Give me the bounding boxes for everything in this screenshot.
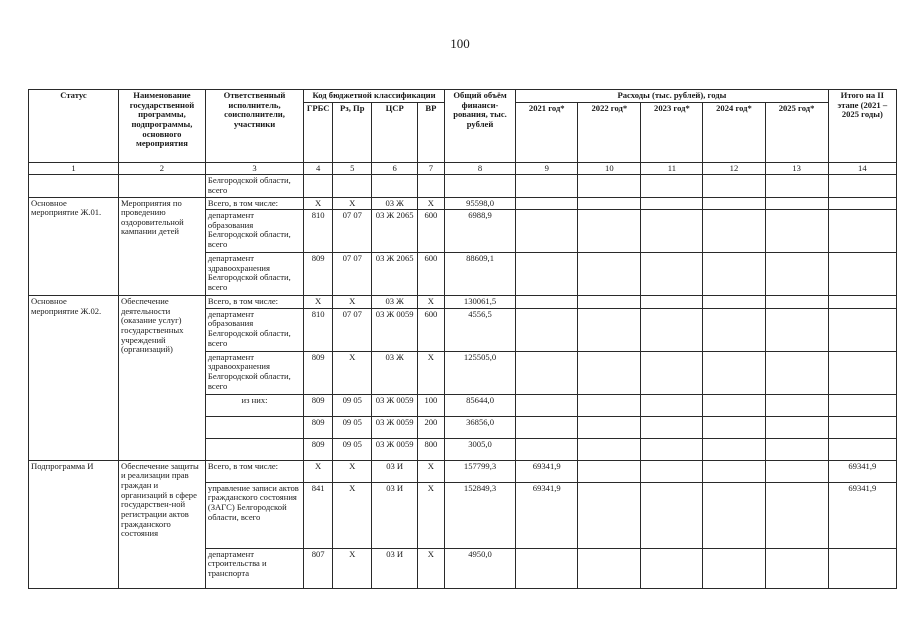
rzpr-cell: Х (333, 296, 372, 309)
csr-cell: 03 Ж (372, 296, 418, 309)
total-cell: 3005,0 (444, 438, 515, 460)
year-2021-cell: 69341,9 (516, 460, 578, 482)
col-number: 5 (333, 162, 372, 175)
status-cell: Основное мероприятие Ж.02. (29, 296, 119, 461)
name-cell: Обеспечение деятельности (оказание услуг) государственных учреждений (организаций) (119, 296, 206, 461)
grbs-cell: 809 (304, 416, 333, 438)
name-cell: Мероприятия по проведению оздоровительной кампании детей (119, 197, 206, 296)
grbs-cell: 809 (304, 394, 333, 416)
grbs-cell: 841 (304, 482, 333, 548)
executor-cell: Всего, в том числе: (205, 296, 303, 309)
csr-cell: 03 Ж 2065 (372, 210, 418, 253)
grbs-cell: 809 (304, 438, 333, 460)
col-number: 10 (578, 162, 641, 175)
header-itogo: Итого на II этапе (2021 – 2025 годы) (828, 90, 896, 163)
table-row (29, 197, 897, 210)
grbs-cell: 807 (304, 548, 333, 588)
rzpr-cell: 07 07 (333, 253, 372, 296)
csr-cell: 03 Ж (372, 197, 418, 210)
executor-cell: из них: (205, 394, 303, 416)
col-number: 6 (372, 162, 418, 175)
total-cell: 4556,5 (444, 308, 515, 351)
vr-cell: Х (417, 482, 444, 548)
csr-cell: 03 Ж 2065 (372, 253, 418, 296)
grbs-cell: 809 (304, 253, 333, 296)
executor-cell: Всего, в том числе: (205, 460, 303, 482)
grbs-cell: 809 (304, 351, 333, 394)
executor-cell: департамент строительства и транспорта (205, 548, 303, 588)
executor-cell: департамент образования Белгородской области, всего (205, 210, 303, 253)
table-row (29, 460, 897, 482)
itogo-cell: 69341,9 (828, 482, 896, 548)
vr-cell: 100 (417, 394, 444, 416)
col-number: 7 (417, 162, 444, 175)
header-year-2022: 2022 год* (578, 102, 641, 162)
header-year-2021: 2021 год* (516, 102, 578, 162)
budget-table (28, 89, 897, 589)
total-cell: 125505,0 (444, 351, 515, 394)
vr-cell: Х (417, 351, 444, 394)
header-expenses: Расходы (тыс. рублей), годы (516, 90, 828, 103)
vr-cell: Х (417, 296, 444, 309)
year-2021-cell: 69341,9 (516, 482, 578, 548)
total-cell: 88609,1 (444, 253, 515, 296)
col-number: 12 (703, 162, 765, 175)
col-number: 2 (119, 162, 206, 175)
col-number: 9 (516, 162, 578, 175)
table-row (29, 296, 897, 309)
csr-cell: 03 Ж 0059 (372, 438, 418, 460)
vr-cell: Х (417, 197, 444, 210)
status-cell: Основное мероприятие Ж.01. (29, 197, 119, 296)
rzpr-cell: 07 07 (333, 210, 372, 253)
grbs-cell: 810 (304, 210, 333, 253)
total-cell: 157799,3 (444, 460, 515, 482)
col-number: 13 (765, 162, 828, 175)
executor-cell: департамент образования Белгородской области, всего (205, 308, 303, 351)
total-cell: 130061,5 (444, 296, 515, 309)
col-number: 3 (205, 162, 303, 175)
vr-cell: 800 (417, 438, 444, 460)
status-cell: Подпрограмма И (29, 460, 119, 588)
executor-cell: управление записи актов гражданского состояния (ЗАГС) Белгородской области, всего (205, 482, 303, 548)
header-year-2025: 2025 год* (765, 102, 828, 162)
table-row (29, 175, 897, 197)
total-cell: 4950,0 (444, 548, 515, 588)
total-cell: 95598,0 (444, 197, 515, 210)
vr-cell: 600 (417, 253, 444, 296)
header-budget-code: Код бюджетной классификации (304, 90, 445, 103)
grbs-cell: Х (304, 197, 333, 210)
total-cell: 85644,0 (444, 394, 515, 416)
rzpr-cell: Х (333, 460, 372, 482)
vr-cell: 200 (417, 416, 444, 438)
name-cell: Обеспечение защиты и реализации прав граждан и организаций в сфере государствен-ной регистрации актов гражданского состояния (119, 460, 206, 588)
executor-cell: департамент здравоохранения Белгородской области, всего (205, 351, 303, 394)
header-year-2023: 2023 год* (641, 102, 703, 162)
executor-cell: Белгородской области, всего (205, 175, 303, 197)
total-cell: 152849,3 (444, 482, 515, 548)
rzpr-cell: Х (333, 351, 372, 394)
rzpr-cell: Х (333, 548, 372, 588)
executor-cell: Всего, в том числе: (205, 197, 303, 210)
header-executor: Ответственный исполнитель, соисполнители, участники (205, 90, 303, 163)
vr-cell: 600 (417, 210, 444, 253)
column-number-row (29, 162, 897, 175)
header-grbs: ГРБС (304, 102, 333, 162)
col-number: 1 (29, 162, 119, 175)
total-cell: 36856,0 (444, 416, 515, 438)
executor-cell: департамент здравоохранения Белгородской области, всего (205, 253, 303, 296)
page-number: 100 (450, 36, 470, 51)
vr-cell: Х (417, 548, 444, 588)
header-total-volume: Общий объём финанси-рования, тыс. рублей (444, 90, 515, 163)
csr-cell: 03 Ж 0059 (372, 394, 418, 416)
rzpr-cell: 09 05 (333, 394, 372, 416)
col-number: 11 (641, 162, 703, 175)
header-csr: ЦСР (372, 102, 418, 162)
header-name: Наименование государственной программы, подпрограммы, основного мероприятия (119, 90, 206, 163)
csr-cell: 03 И (372, 460, 418, 482)
grbs-cell: Х (304, 296, 333, 309)
col-number: 8 (444, 162, 515, 175)
rzpr-cell: Х (333, 482, 372, 548)
grbs-cell: 810 (304, 308, 333, 351)
csr-cell: 03 Ж (372, 351, 418, 394)
csr-cell: 03 И (372, 482, 418, 548)
col-number: 4 (304, 162, 333, 175)
rzpr-cell: Х (333, 197, 372, 210)
vr-cell: 600 (417, 308, 444, 351)
vr-cell: Х (417, 460, 444, 482)
header-rzpr: Рз, Пр (333, 102, 372, 162)
rzpr-cell: 07 07 (333, 308, 372, 351)
csr-cell: 03 Ж 0059 (372, 308, 418, 351)
csr-cell: 03 И (372, 548, 418, 588)
header-status: Статус (29, 90, 119, 163)
csr-cell: 03 Ж 0059 (372, 416, 418, 438)
col-number: 14 (828, 162, 896, 175)
grbs-cell: Х (304, 460, 333, 482)
header-vr: ВР (417, 102, 444, 162)
total-cell: 6988,9 (444, 210, 515, 253)
rzpr-cell: 09 05 (333, 416, 372, 438)
rzpr-cell: 09 05 (333, 438, 372, 460)
header-year-2024: 2024 год* (703, 102, 765, 162)
itogo-cell: 69341,9 (828, 460, 896, 482)
